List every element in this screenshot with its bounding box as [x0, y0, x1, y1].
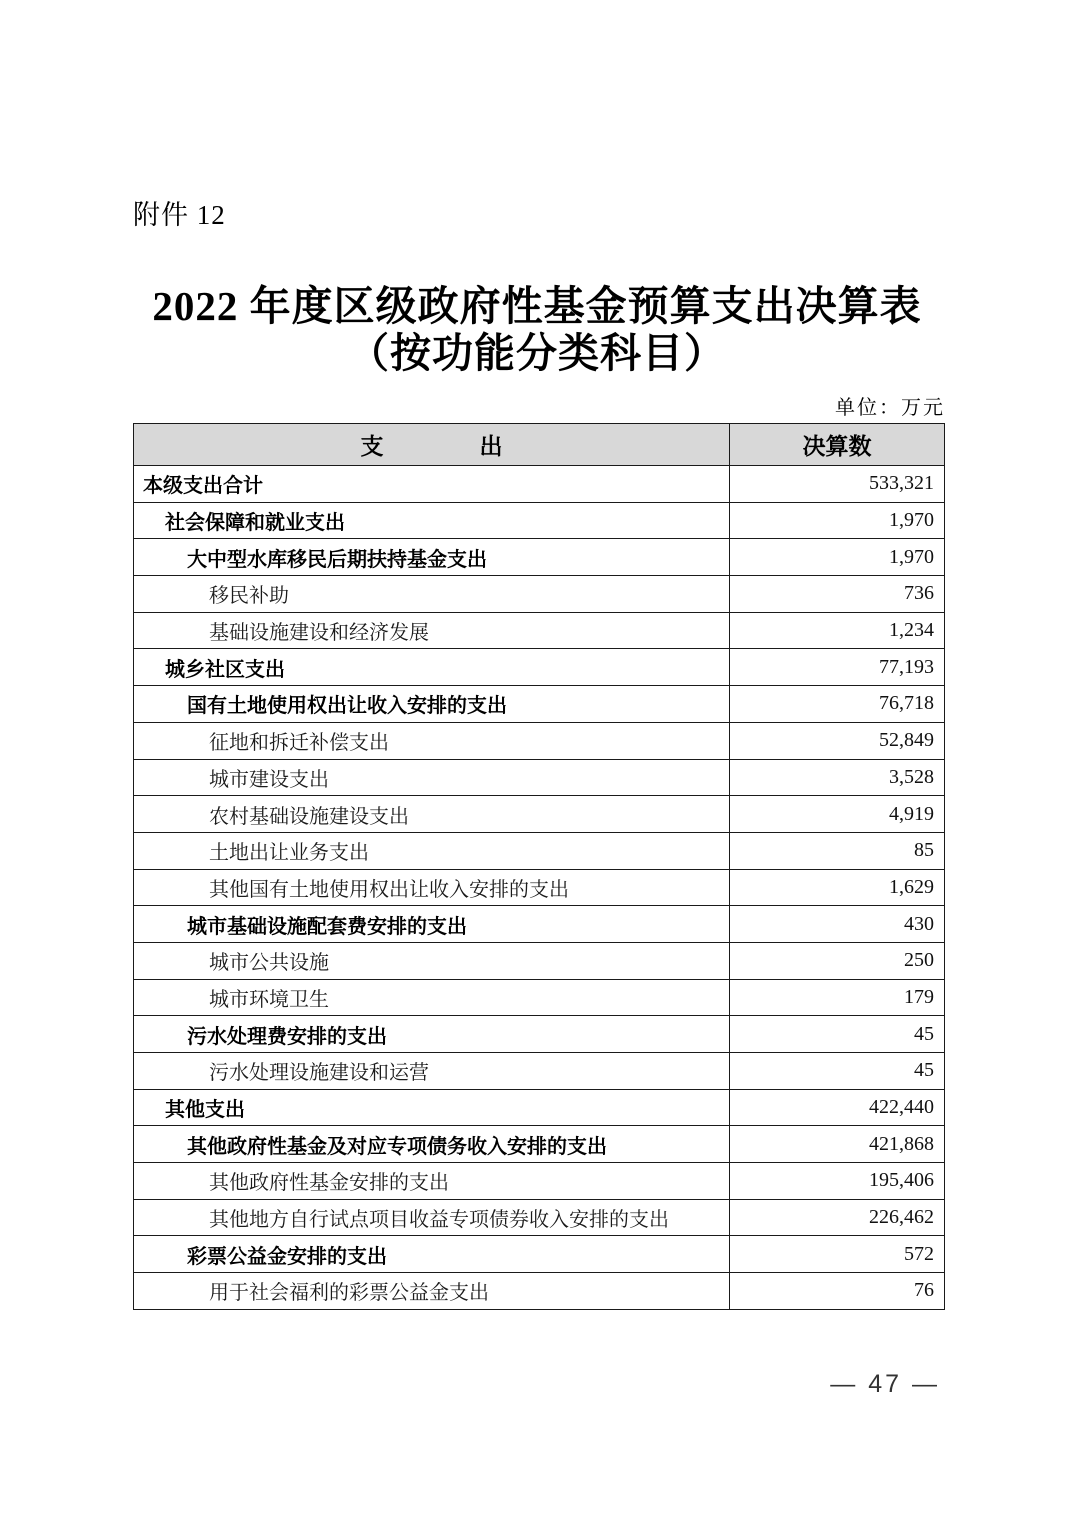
page-title-line2: （按功能分类科目）: [348, 330, 726, 376]
amount-cell: 250: [730, 942, 945, 979]
expense-label-cell: 其他国有土地使用权出让收入安排的支出: [134, 869, 730, 906]
unit-note: 单位：万元: [835, 397, 945, 419]
amount-cell: 179: [730, 979, 945, 1016]
amount-cell: 430: [730, 906, 945, 943]
table-row: [134, 576, 945, 613]
table-header: [134, 424, 945, 466]
amount-cell: 421,868: [730, 1126, 945, 1163]
table-body: [134, 466, 945, 1310]
expense-label-cell: 污水处理费安排的支出: [134, 1016, 730, 1053]
expense-label-cell: 国有土地使用权出让收入安排的支出: [134, 686, 730, 723]
expense-label-cell: 征地和拆迁补偿支出: [134, 722, 730, 759]
table-row: [134, 1016, 945, 1053]
table-row: [134, 1126, 945, 1163]
table-row: [134, 796, 945, 833]
amount-cell: 736: [730, 576, 945, 613]
table-row: [134, 869, 945, 906]
amount-cell: 226,462: [730, 1199, 945, 1236]
expense-label-cell: 彩票公益金安排的支出: [134, 1236, 730, 1273]
expense-label-cell: 其他地方自行试点项目收益专项债券收入安排的支出: [134, 1199, 730, 1236]
amount-cell: 1,970: [730, 539, 945, 576]
amount-cell: 3,528: [730, 759, 945, 796]
table-row: [134, 759, 945, 796]
header-row: [134, 424, 945, 466]
expense-label-cell: 其他支出: [134, 1089, 730, 1126]
amount-cell: 422,440: [730, 1089, 945, 1126]
amount-cell: 77,193: [730, 649, 945, 686]
table-row: [134, 466, 945, 503]
table-row: [134, 722, 945, 759]
amount-cell: 1,629: [730, 869, 945, 906]
expense-label-cell: 城市基础设施配套费安排的支出: [134, 906, 730, 943]
page-title-line1: 2022 年度区级政府性基金预算支出决算表: [152, 283, 922, 329]
table-row: [134, 979, 945, 1016]
amount-cell: 4,919: [730, 796, 945, 833]
amount-cell: 76: [730, 1273, 945, 1310]
expense-label-cell: 农村基础设施建设支出: [134, 796, 730, 833]
amount-cell: 45: [730, 1053, 945, 1090]
expense-label-cell: 本级支出合计: [134, 466, 730, 503]
expense-label-cell: 其他政府性基金安排的支出: [134, 1163, 730, 1200]
expense-header-char1: 支: [360, 433, 384, 459]
expense-label-cell: 城市环境卫生: [134, 979, 730, 1016]
expense-label-cell: 土地出让业务支出: [134, 832, 730, 869]
expense-label-cell: 城市公共设施: [134, 942, 730, 979]
amount-cell: 195,406: [730, 1163, 945, 1200]
attachment-label: 附件 12: [133, 200, 226, 230]
expense-label-cell: 城乡社区支出: [134, 649, 730, 686]
expense-label-cell: 城市建设支出: [134, 759, 730, 796]
amount-cell: 1,234: [730, 612, 945, 649]
expense-column-header: [134, 424, 730, 466]
expense-label-cell: 社会保障和就业支出: [134, 502, 730, 539]
table-row: [134, 502, 945, 539]
page-number: — 47 —: [830, 1370, 940, 1398]
table-row: [134, 539, 945, 576]
amount-cell: 52,849: [730, 722, 945, 759]
table-row: [134, 1199, 945, 1236]
expense-label-cell: 污水处理设施建设和运营: [134, 1053, 730, 1090]
table-row: [134, 1053, 945, 1090]
table-row: [134, 1163, 945, 1200]
table-row: [134, 906, 945, 943]
amount-cell: 85: [730, 832, 945, 869]
amount-cell: 533,321: [730, 466, 945, 503]
expense-header-char2: 出: [479, 433, 503, 459]
table-row: [134, 649, 945, 686]
table-row: [134, 832, 945, 869]
table-row: [134, 1089, 945, 1126]
table-row: [134, 1236, 945, 1273]
expense-label-cell: 用于社会福利的彩票公益金支出: [134, 1273, 730, 1310]
table-row: [134, 1273, 945, 1310]
amount-cell: 1,970: [730, 502, 945, 539]
expense-label-cell: 大中型水库移民后期扶持基金支出: [134, 539, 730, 576]
expense-label-cell: 移民补助: [134, 576, 730, 613]
amount-cell: 572: [730, 1236, 945, 1273]
amount-cell: 45: [730, 1016, 945, 1053]
amount-column-header: 决算数: [730, 424, 945, 466]
table-row: [134, 942, 945, 979]
table-row: [134, 686, 945, 723]
amount-cell: 76,718: [730, 686, 945, 723]
expense-label-cell: 其他政府性基金及对应专项债务收入安排的支出: [134, 1126, 730, 1163]
budget-table: [133, 423, 945, 1310]
expense-label-cell: 基础设施建设和经济发展: [134, 612, 730, 649]
page-title: [0, 283, 1074, 377]
table-row: [134, 612, 945, 649]
